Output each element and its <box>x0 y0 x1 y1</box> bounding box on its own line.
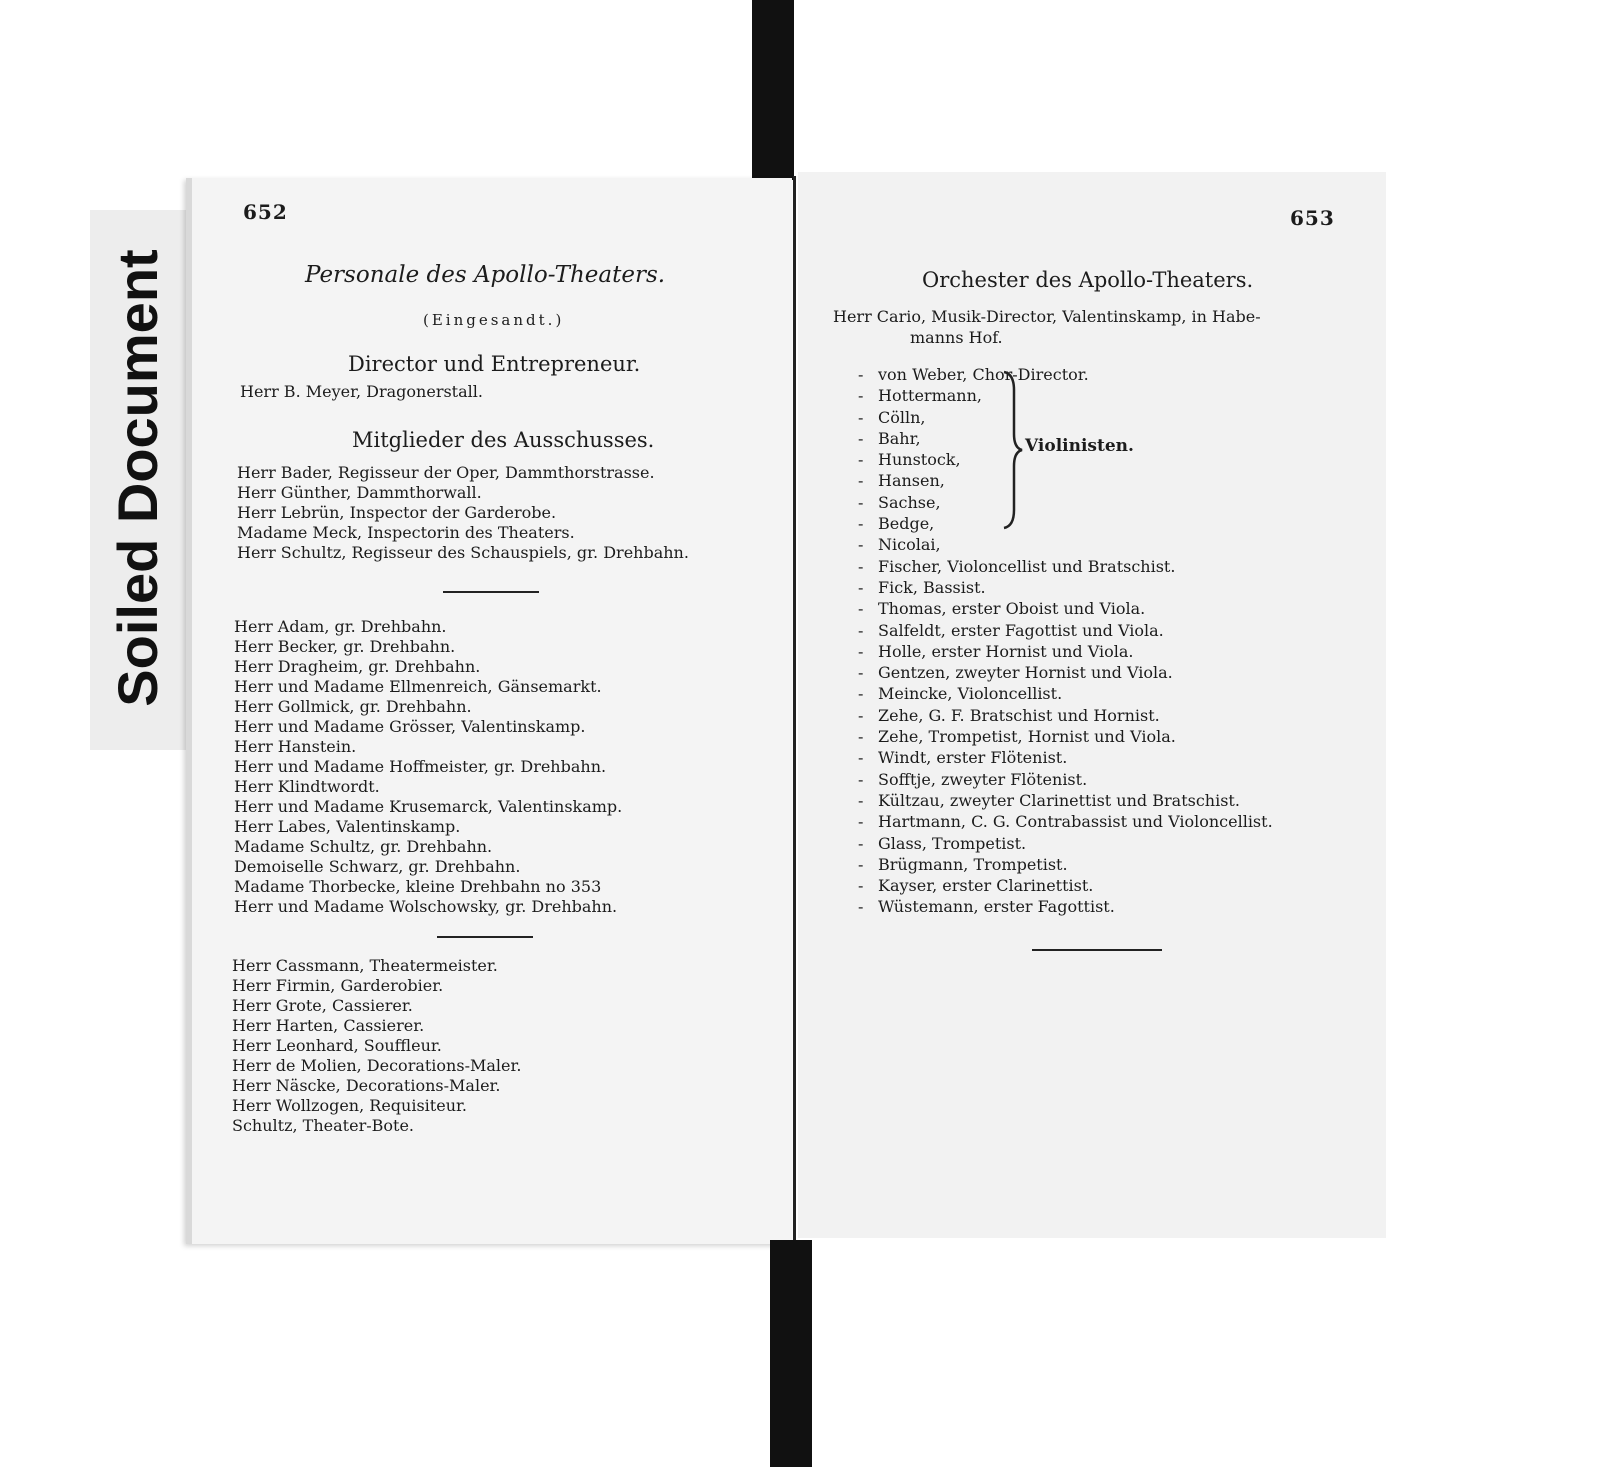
committee-line: Madame Meck, Inspectorin des Theaters. <box>237 523 575 542</box>
binding-strap-bottom <box>770 1240 812 1467</box>
section-rule <box>443 591 539 593</box>
member-line: Herr Dragheim, gr. Drehbahn. <box>234 657 481 676</box>
orchestra-row: - von Weber, Chor-Director. <box>858 365 1089 384</box>
staff-line: Schultz, Theater-Bote. <box>232 1116 414 1135</box>
committee-line: Herr Bader, Regisseur der Oper, Dammthorstrasse. <box>237 463 655 482</box>
staff-line: Herr Grote, Cassierer. <box>232 996 413 1015</box>
member-line: Herr und Madame Hoffmeister, gr. Drehbahn. <box>234 757 607 776</box>
side-label: Soiled Document <box>106 249 169 707</box>
orchestra-row: - Holle, erster Hornist und Viola. <box>858 641 1134 661</box>
right-page-title: Orchester des Apollo-Theaters. <box>922 268 1254 292</box>
member-line: Herr und Madame Grösser, Valentinskamp. <box>234 717 586 736</box>
left-page-number: 652 <box>243 200 288 224</box>
member-line: Madame Thorbecke, kleine Drehbahn no 353 <box>234 877 602 896</box>
director-line: Herr B. Meyer, Dragonerstall. <box>240 382 483 401</box>
right-page-number: 653 <box>1290 206 1335 230</box>
orchestra-row: - Hartmann, C. G. Contrabassist und Violoncellist. <box>858 812 1273 832</box>
orchestra-row: - Sachse, <box>858 492 941 512</box>
member-line: Demoiselle Schwarz, gr. Drehbahn. <box>234 857 521 876</box>
committee-line: Herr Lebrün, Inspector der Garderobe. <box>237 503 557 522</box>
section-rule <box>437 936 533 938</box>
orchestra-row: - Windt, erster Flötenist. <box>858 748 1068 768</box>
member-line: Herr Adam, gr. Drehbahn. <box>234 617 447 636</box>
orchestra-lead-line: Herr Cario, Musik-Director, Valentinskamp, in Habe- <box>833 307 1261 326</box>
section-rule <box>1032 949 1162 951</box>
orchestra-row: - Salfeldt, erster Fagottist und Viola. <box>858 620 1164 640</box>
member-line: Herr Hanstein. <box>234 737 357 756</box>
orchestra-row: - Zehe, G. F. Bratschist und Hornist. <box>858 705 1160 725</box>
violin-group-label: Violinisten. <box>1025 436 1134 456</box>
left-page-subtitle: (Eingesandt.) <box>423 311 565 329</box>
orchestra-row: - Hunstock, <box>858 450 961 470</box>
member-line: Herr und Madame Wolschowsky, gr. Drehbahn. <box>234 897 618 916</box>
orchestra-row: - Glass, Trompetist. <box>858 833 1027 853</box>
orchestra-row: - Bahr, <box>858 428 921 448</box>
member-line: Herr und Madame Krusemarck, Valentinskamp. <box>234 797 623 816</box>
orchestra-row: - Gentzen, zweyter Hornist und Viola. <box>858 663 1173 683</box>
orchestra-row: - Brügmann, Trompetist. <box>858 854 1068 874</box>
committee-line: Herr Günther, Dammthorwall. <box>237 483 482 502</box>
member-line: Herr und Madame Ellmenreich, Gänsemarkt. <box>234 677 602 696</box>
orchestra-row: - Kültzau, zweyter Clarinettist und Bratschist. <box>858 790 1240 810</box>
member-line: Herr Gollmick, gr. Drehbahn. <box>234 697 472 716</box>
staff-line: Herr Näscke, Decorations-Maler. <box>232 1076 501 1095</box>
staff-line: Herr Wollzogen, Requisiteur. <box>232 1096 467 1115</box>
member-line: Herr Becker, gr. Drehbahn. <box>234 637 456 656</box>
staff-line: Herr Cassmann, Theatermeister. <box>232 956 498 975</box>
orchestra-row: - Sofftje, zweyter Flötenist. <box>858 769 1088 789</box>
orchestra-row: - Nicolai, <box>858 535 941 555</box>
violin-brace <box>1000 370 1026 530</box>
staff-line: Herr Firmin, Garderobier. <box>232 976 444 995</box>
director-heading: Director und Entrepreneur. <box>348 352 641 376</box>
staff-line: Herr de Molien, Decorations-Maler. <box>232 1056 522 1075</box>
orchestra-row: - Hottermann, <box>858 386 982 406</box>
member-line: Herr Labes, Valentinskamp. <box>234 817 461 836</box>
orchestra-row: - Zehe, Trompetist, Hornist und Viola. <box>858 727 1176 747</box>
orchestra-row: - Fischer, Violoncellist und Bratschist. <box>858 556 1176 576</box>
book-gutter <box>793 176 796 1246</box>
orchestra-row: - Bedge, <box>858 514 935 534</box>
staff-line: Herr Leonhard, Souffleur. <box>232 1036 442 1055</box>
committee-heading: Mitglieder des Ausschusses. <box>352 428 655 452</box>
orchestra-row: - Hansen, <box>858 471 945 491</box>
member-line: Madame Schultz, gr. Drehbahn. <box>234 837 493 856</box>
staff-line: Herr Harten, Cassierer. <box>232 1016 425 1035</box>
orchestra-lead-line: manns Hof. <box>910 328 1003 347</box>
member-line: Herr Klindtwordt. <box>234 777 380 796</box>
orchestra-row: - Thomas, erster Oboist und Viola. <box>858 599 1146 619</box>
orchestra-row: - Kayser, erster Clarinettist. <box>858 876 1094 896</box>
orchestra-row: - Wüstemann, erster Fagottist. <box>858 897 1115 917</box>
orchestra-row: - Meincke, Violoncellist. <box>858 684 1063 704</box>
orchestra-row: - Cölln, <box>858 407 926 427</box>
orchestra-row: - Fick, Bassist. <box>858 577 986 597</box>
left-page-title: Personale des Apollo-Theaters. <box>305 262 666 288</box>
committee-line: Herr Schultz, Regisseur des Schauspiels, gr. Drehbahn. <box>237 543 689 562</box>
binding-strap-top <box>752 0 794 180</box>
